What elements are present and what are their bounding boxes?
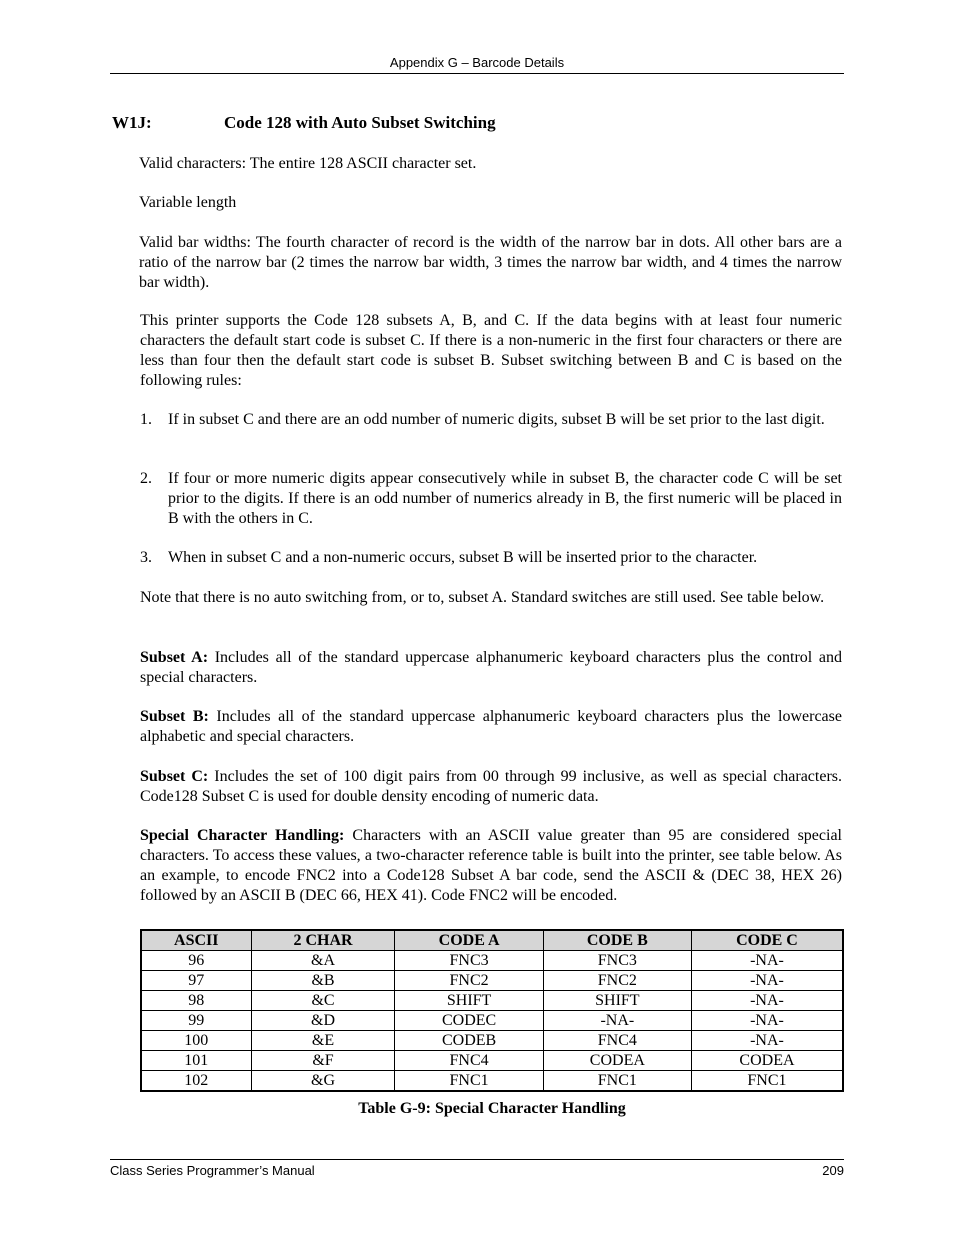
table-cell: 98 xyxy=(141,991,251,1011)
subset-a-label: Subset A: xyxy=(140,649,209,666)
column-header: CODE B xyxy=(543,930,691,951)
section-title: Code 128 with Auto Subset Switching xyxy=(224,113,496,132)
table-cell: -NA- xyxy=(691,991,843,1011)
table-caption: Table G-9: Special Character Handling xyxy=(358,1100,626,1117)
valid-characters-text: Valid characters: The entire 128 ASCII character set. xyxy=(139,155,477,172)
table-cell: &D xyxy=(251,1011,395,1031)
footer-manual-title: Class Series Programmer’s Manual xyxy=(110,1163,315,1178)
table-row xyxy=(141,1011,843,1031)
table-cell: &F xyxy=(251,1051,395,1071)
subset-b-paragraph xyxy=(140,707,842,747)
column-header: 2 CHAR xyxy=(251,930,395,951)
table-cell: &C xyxy=(251,991,395,1011)
table-cell: 100 xyxy=(141,1031,251,1051)
subset-c-label: Subset C: xyxy=(140,768,209,785)
table-cell: SHIFT xyxy=(543,991,691,1011)
table-cell: FNC4 xyxy=(395,1051,543,1071)
table-cell: 101 xyxy=(141,1051,251,1071)
page-header: Appendix G – Barcode Details xyxy=(389,55,565,70)
header-divider xyxy=(110,73,844,74)
rule-number: 2. xyxy=(140,470,152,487)
note-text: Note that there is no auto switching from, or to, subset A. Standard switches are still used. See table below. xyxy=(140,589,825,606)
table-cell: CODEB xyxy=(395,1031,543,1051)
table-cell: &A xyxy=(251,951,395,971)
table-cell: &E xyxy=(251,1031,395,1051)
column-header: CODE C xyxy=(691,930,843,951)
table-row xyxy=(141,971,843,991)
table-cell: -NA- xyxy=(543,1011,691,1031)
table-row xyxy=(141,1051,843,1071)
special-handling-paragraph xyxy=(140,826,842,906)
rule-text: If in subset C and there are an odd number of numeric digits, subset B will be set prior to the last digit. xyxy=(168,411,825,428)
variable-length-text: Variable length xyxy=(139,194,237,211)
subset-c-paragraph xyxy=(140,767,842,807)
subset-a-text: Includes all of the standard uppercase alphanumeric keyboard characters plus the control and special characters. xyxy=(140,649,843,686)
table-cell: -NA- xyxy=(691,971,843,991)
table-cell: -NA- xyxy=(691,951,843,971)
page-number: 209 xyxy=(822,1163,844,1178)
subsets-intro-text: This printer supports the Code 128 subsets A, B, and C. If the data begins with at least four numeric characters the default start code is subset C. If there is a non-numeric in the first four characters or there are less than four then the default start code is subset B. Subset switching between B and C is based on the following rules: xyxy=(140,312,842,389)
table-row xyxy=(141,991,843,1011)
table-cell: 96 xyxy=(141,951,251,971)
table-cell: FNC1 xyxy=(395,1071,543,1092)
table-row xyxy=(141,1071,843,1092)
table-cell: 102 xyxy=(141,1071,251,1092)
table-cell: CODEA xyxy=(543,1051,691,1071)
special-handling-text: Characters with an ASCII value greater than 95 are considered special characters. To access these values, a two-character reference table is built into the printer, see table below. As an example, to encode FNC2 into a Code128 Subset A bar code, send the ASCII & (DEC 38, HEX 26) followed by an ASCII B (DEC 66, HEX 41). Code FNC2 will be encoded. xyxy=(140,827,842,904)
column-header: ASCII xyxy=(141,930,251,951)
table-cell: FNC3 xyxy=(395,951,543,971)
section-id: W1J: xyxy=(112,113,152,132)
special-character-table xyxy=(140,929,844,1092)
column-header: CODE A xyxy=(395,930,543,951)
footer-divider xyxy=(110,1159,844,1160)
table-header-row xyxy=(141,930,843,951)
bar-widths-text: Valid bar widths: The fourth character of record is the width of the narrow bar in dots. All other bars are a ratio of the narrow bar (2 times the narrow bar width, 3 times the narrow bar width, and 4 times the narrow bar width). xyxy=(139,234,842,291)
table-cell: FNC1 xyxy=(543,1071,691,1092)
table-cell: 99 xyxy=(141,1011,251,1031)
table-cell: FNC1 xyxy=(691,1071,843,1092)
table-cell: FNC2 xyxy=(543,971,691,991)
table-row xyxy=(141,1031,843,1051)
special-handling-label: Special Character Handling: xyxy=(140,827,345,844)
table-cell: 97 xyxy=(141,971,251,991)
subset-b-text: Includes all of the standard uppercase alphanumeric keyboard characters plus the lowercase alphabetic and special characters. xyxy=(140,708,842,745)
subset-a-paragraph xyxy=(140,648,842,688)
table-cell: CODEC xyxy=(395,1011,543,1031)
table-cell: FNC2 xyxy=(395,971,543,991)
table-cell: CODEA xyxy=(691,1051,843,1071)
table-cell: -NA- xyxy=(691,1031,843,1051)
table-cell: &B xyxy=(251,971,395,991)
table-cell: SHIFT xyxy=(395,991,543,1011)
subset-c-text: Includes the set of 100 digit pairs from 00 through 99 inclusive, as well as special characters. Code128 Subset C is used for double density encoding of numeric data. xyxy=(140,768,843,805)
subset-b-label: Subset B: xyxy=(140,708,209,725)
table-cell: FNC4 xyxy=(543,1031,691,1051)
rule-text: When in subset C and a non-numeric occurs, subset B will be inserted prior to the character. xyxy=(168,549,758,566)
table-cell: -NA- xyxy=(691,1011,843,1031)
rule-number: 3. xyxy=(140,549,152,566)
rule-number: 1. xyxy=(140,411,152,428)
table-cell: FNC3 xyxy=(543,951,691,971)
rule-text: If four or more numeric digits appear consecutively while in subset B, the character code C will be set prior to the digits. If there is an odd number of numerics already in B, the first numeric will be placed in B with the others in C. xyxy=(168,470,842,527)
table-row xyxy=(141,951,843,971)
table-cell: &G xyxy=(251,1071,395,1092)
